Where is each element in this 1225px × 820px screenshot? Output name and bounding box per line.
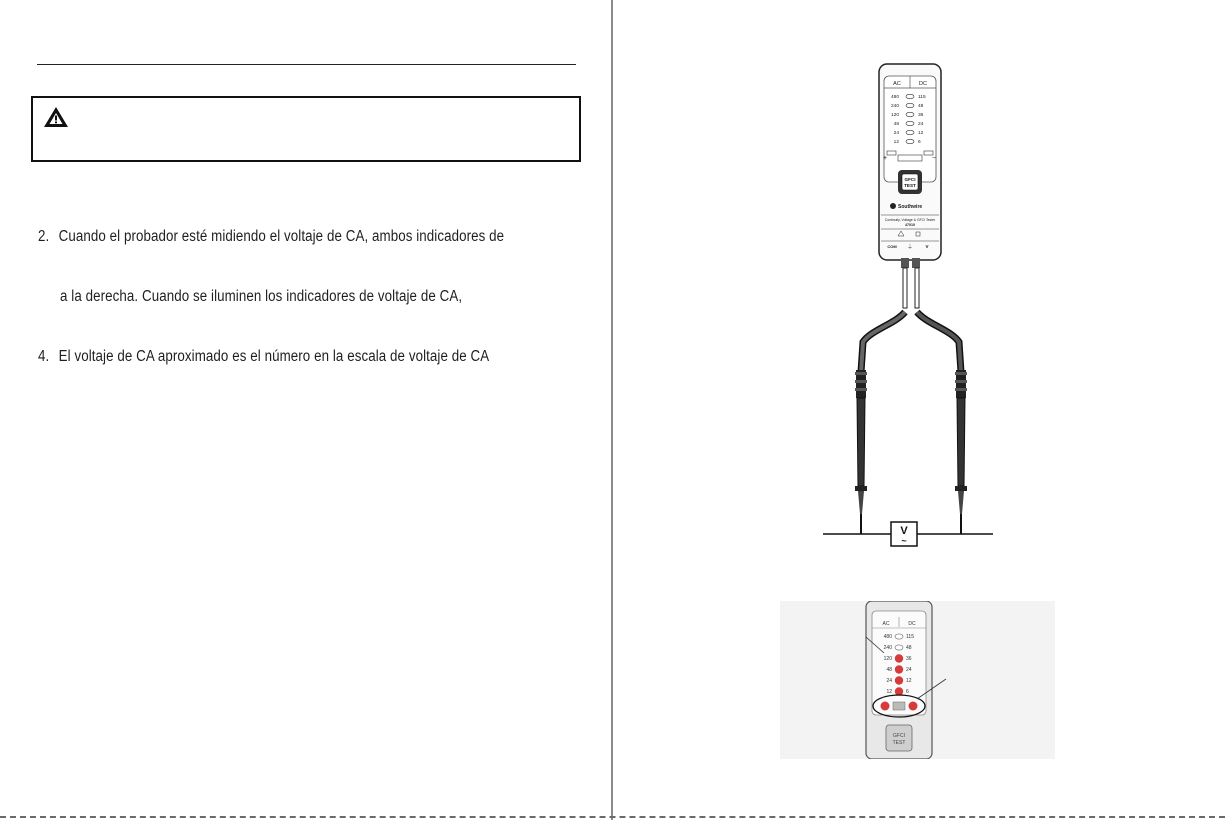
closeup-ac-value: 48 bbox=[886, 667, 892, 673]
closeup-dc-value: 36 bbox=[906, 656, 912, 662]
terminal-v: V bbox=[925, 244, 929, 249]
probe-left-handle bbox=[857, 398, 865, 486]
dc-scale-value: 36 bbox=[918, 113, 924, 118]
closeup-dc-label: DC bbox=[908, 621, 916, 627]
step-number: 4. bbox=[38, 348, 50, 365]
step-4-line bbox=[38, 348, 489, 366]
closeup-led-lit bbox=[895, 665, 903, 673]
closeup-led-off bbox=[895, 645, 903, 650]
step-text: El voltaje de CA aproximado es el número en la escala de voltaje de CA bbox=[58, 348, 490, 365]
step-text: a la derecha. Cuando se iluminen los indicadores de voltaje de CA, bbox=[60, 288, 463, 305]
dc-scale-value: 6 bbox=[918, 140, 921, 145]
closeup-dc-value: 6 bbox=[906, 689, 909, 695]
closeup-ac-value: 240 bbox=[883, 645, 892, 651]
brand-name: Southwire bbox=[898, 204, 923, 210]
ac-scale-value: 48 bbox=[893, 122, 899, 127]
closeup-dc-value: 12 bbox=[906, 678, 912, 684]
probe-right-handle bbox=[957, 398, 965, 486]
dc-scale-value: 24 bbox=[918, 122, 924, 127]
warning-box bbox=[31, 96, 581, 162]
led-indicator bbox=[906, 130, 914, 134]
led-indicator bbox=[906, 94, 914, 98]
polarity-led-plus bbox=[887, 151, 896, 155]
step-number: 2. bbox=[38, 228, 50, 245]
model-number: 47010 bbox=[905, 223, 915, 227]
closeup-ac-value: 480 bbox=[883, 634, 892, 640]
dc-scale-value: 48 bbox=[918, 104, 924, 109]
ac-scale-value: 24 bbox=[893, 131, 899, 136]
gfci-label: GFCI bbox=[904, 177, 916, 182]
dc-scale-value: 115 bbox=[918, 95, 926, 100]
jack-plug-right bbox=[912, 258, 920, 268]
led-indicator bbox=[906, 139, 914, 143]
ac-scale-value: 12 bbox=[893, 140, 899, 145]
closeup-gfci-label: GFCI bbox=[893, 733, 905, 739]
tester-closeup-photo bbox=[780, 601, 1055, 759]
ac-scale-value: 480 bbox=[890, 95, 899, 100]
closeup-led-off bbox=[895, 634, 903, 639]
lead-right bbox=[917, 312, 961, 372]
ac-scale-value: 240 bbox=[890, 104, 899, 109]
led-indicator bbox=[906, 121, 914, 125]
closeup-ac-value: 12 bbox=[886, 689, 892, 695]
section-rule bbox=[37, 64, 576, 65]
step-2-continuation bbox=[60, 288, 462, 306]
ac-label: AC bbox=[893, 81, 901, 87]
closeup-polarity-led bbox=[909, 702, 918, 711]
closeup-ac-value: 120 bbox=[883, 656, 892, 662]
dc-scale-value: 12 bbox=[918, 131, 924, 136]
lead-right-upper bbox=[915, 268, 919, 308]
closeup-led-lit bbox=[895, 654, 903, 662]
closeup-ac-label: AC bbox=[882, 621, 890, 627]
tester-diagram bbox=[815, 62, 1000, 552]
closeup-dc-value: 115 bbox=[906, 634, 914, 640]
step-text: Cuando el probador esté midiendo el voltaje de CA, ambos indicadores de bbox=[58, 228, 505, 245]
terminal-com: COM bbox=[887, 244, 897, 249]
closeup-dc-value: 24 bbox=[906, 667, 912, 673]
jack-plug-left bbox=[901, 258, 909, 268]
ac-scale-value: 120 bbox=[890, 113, 899, 118]
lead-left bbox=[861, 312, 905, 372]
polarity-plus: + bbox=[883, 155, 888, 162]
warning-triangle-icon bbox=[43, 106, 69, 128]
closeup-test-label: TEST bbox=[892, 740, 906, 746]
led-indicator bbox=[906, 103, 914, 107]
step-2-line bbox=[38, 228, 504, 246]
closeup-dc-value: 48 bbox=[906, 645, 912, 651]
terminal-ground: ⏚ bbox=[906, 245, 914, 251]
brand-logo-icon bbox=[890, 203, 896, 209]
led-indicator bbox=[906, 112, 914, 116]
tester-display-panel bbox=[884, 76, 936, 182]
polarity-bar bbox=[898, 155, 922, 161]
meter-symbol-wave: ~ bbox=[901, 536, 907, 546]
polarity-minus: − bbox=[932, 155, 937, 162]
closeup-polarity-led bbox=[881, 702, 890, 711]
test-label: TEST bbox=[904, 183, 916, 188]
meter-symbol-v: V bbox=[900, 525, 908, 537]
closeup-led-lit bbox=[895, 676, 903, 684]
closeup-ac-value: 24 bbox=[886, 678, 892, 684]
model-line: Continuity, Voltage & GFCI Tester bbox=[884, 218, 936, 222]
dc-label: DC bbox=[919, 81, 927, 87]
lead-left-upper bbox=[903, 268, 907, 308]
page-bottom-border bbox=[0, 816, 1225, 818]
